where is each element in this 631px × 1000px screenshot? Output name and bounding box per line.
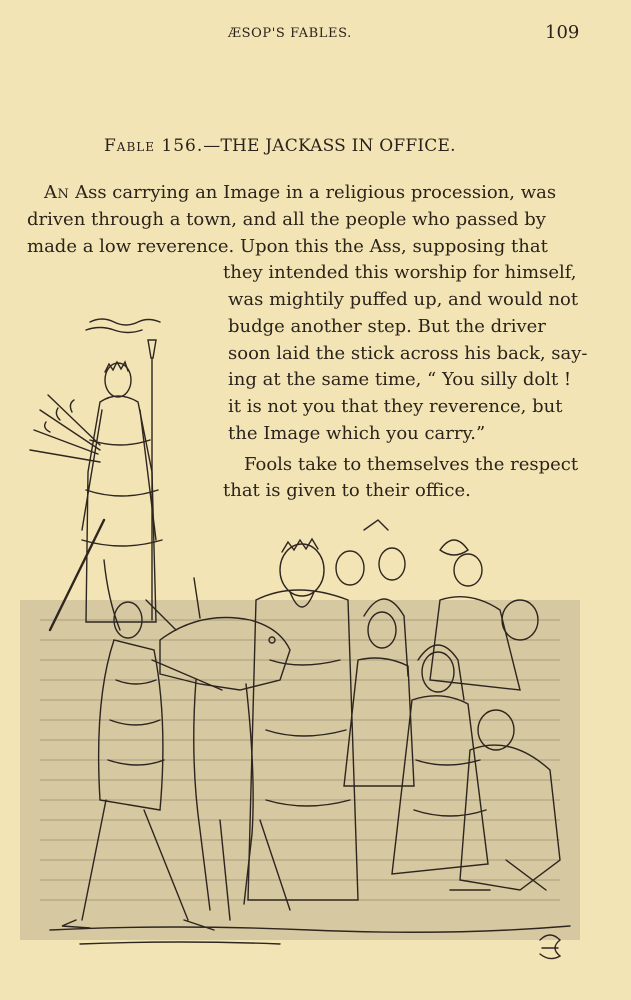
opening-word: An <box>44 182 70 203</box>
body-line-6: budge another step. But the driver <box>228 316 546 337</box>
engraving-illustration <box>20 300 580 960</box>
running-head <box>0 22 631 48</box>
body-line-1 <box>44 182 556 204</box>
body-line-10: the Image which you carry.” <box>228 423 486 444</box>
body-line-3: made a low reverence. Upon this the Ass, supposing that <box>27 236 548 257</box>
moral-line-1: Fools take to themselves the respect <box>244 454 579 475</box>
body-line-2: driven through a town, and all the people who passed by <box>27 209 546 230</box>
moral-line-2: that is given to their office. <box>223 480 471 501</box>
body-line-8: ing at the same time, “ You silly dolt ! <box>228 369 572 390</box>
page-number: 109 <box>545 22 580 43</box>
fable-number: Fable 156. <box>104 136 204 156</box>
body-line-1-text: Ass carrying an Image in a religious procession, was <box>69 182 557 203</box>
statue-figure <box>82 362 162 622</box>
running-title: ÆSOP'S FABLES. <box>228 26 352 41</box>
fable-heading <box>104 136 456 156</box>
body-line-7: soon laid the stick across his back, say- <box>228 343 588 364</box>
body-line-9: it is not you that they reverence, but <box>228 396 563 417</box>
incense-smoke <box>90 319 160 325</box>
body-line-4: they intended this worship for himself, <box>223 262 577 283</box>
wheat-sheaf <box>30 395 100 462</box>
body-line-5: was mightily puffed up, and would not <box>228 289 579 310</box>
fable-title: —THE JACKASS IN OFFICE. <box>203 136 456 156</box>
